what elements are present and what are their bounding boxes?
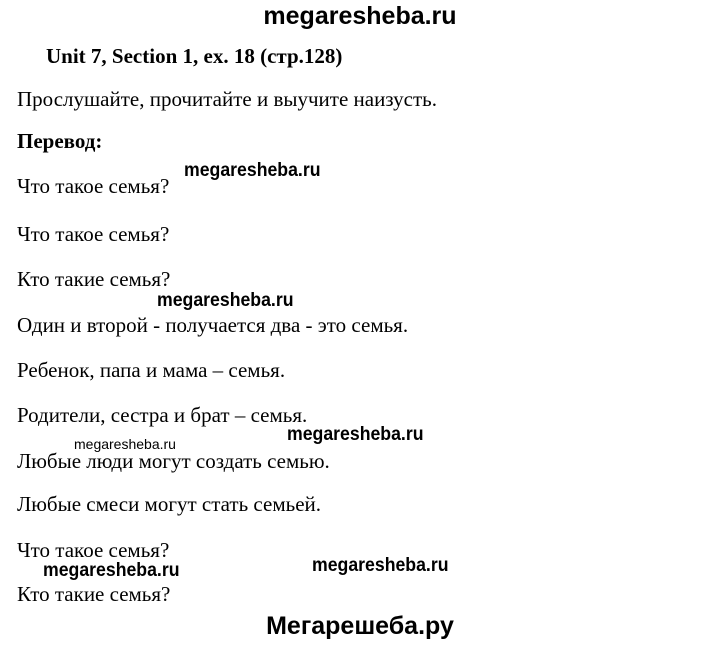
poem-line: Что такое семья? <box>17 222 170 246</box>
watermark-small: megaresheba.ru <box>74 436 176 452</box>
poem-line: Родители, сестра и брат – семья. <box>17 403 308 427</box>
translation-label: Перевод: <box>17 129 103 153</box>
watermark-top: megaresheba.ru <box>263 2 457 30</box>
poem-line: Что такое семья? <box>17 174 170 198</box>
exercise-heading: Unit 7, Section 1, ex. 18 (стр.128) <box>46 44 343 68</box>
watermark-bottom: Мегарешеба.ру <box>266 612 454 640</box>
watermark: megaresheba.ru <box>157 290 294 311</box>
watermark: megaresheba.ru <box>287 424 424 445</box>
poem-line: Кто такие семья? <box>17 267 171 291</box>
watermark: megaresheba.ru <box>312 555 449 576</box>
poem-line: Любые смеси могут стать семьей. <box>17 492 321 516</box>
poem-line: Один и второй - получается два - это семья. <box>17 313 409 337</box>
instruction-text: Прослушайте, прочитайте и выучите наизусть. <box>17 87 437 111</box>
poem-line: Ребенок, папа и мама – семья. <box>17 358 286 382</box>
watermark: megaresheba.ru <box>184 160 321 181</box>
poem-line: Что такое семья? <box>17 538 170 562</box>
poem-line: Любые люди могут создать семью. <box>17 449 330 473</box>
poem-line: Кто такие семья? <box>17 582 171 606</box>
watermark: megaresheba.ru <box>43 560 180 581</box>
